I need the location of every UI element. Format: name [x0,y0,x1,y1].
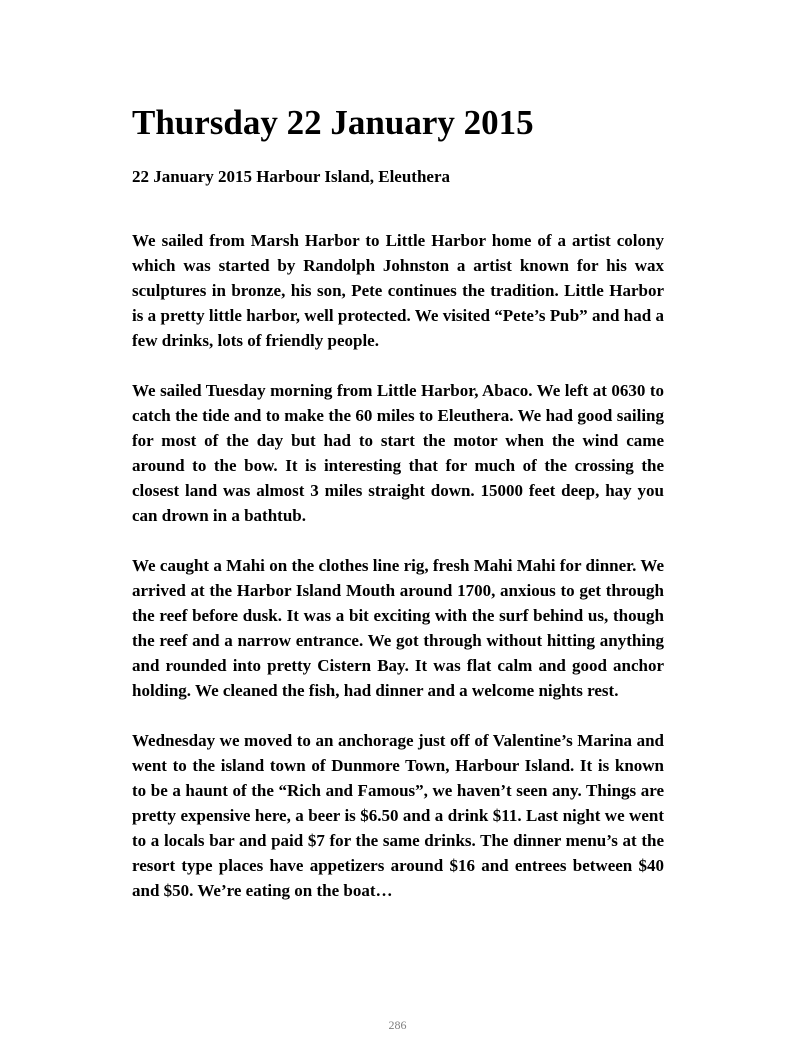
paragraph-4: Wednesday we moved to an anchorage just off of Valentine’s Marina and went to the island town of Dunmore Town, Harbour Island. It is known to be a haunt of the “Rich and Famous”, we haven’t seen any. Things are pretty expensive here, a beer is $6.50 and a drink $11. Last night we went to a locals bar and paid $7 for the same drinks. The dinner menu’s at the resort type places have appetizers around $16 and entrees between $40 and $50. We’re eating on the boat… [132,731,664,900]
page-title: Thursday 22 January 2015 [132,103,534,142]
page-number: 286 [388,1018,407,1032]
entry-subtitle: 22 January 2015 Harbour Island, Eleuthera [132,167,451,186]
paragraph-1: We sailed from Marsh Harbor to Little Harbor home of a artist colony which was started by Randolph Johnston a artist known for his wax sculptures in bronze, his son, Pete continues the tradition. Little Harbor is a pretty little harbor, well protected. We visited “Pete’s Pub” and had a few drinks, lots of friendly people. [132,231,664,350]
paragraph-3: We caught a Mahi on the clothes line rig, fresh Mahi Mahi for dinner. We arrived at the Harbor Island Mouth around 1700, anxious to get through the reef before dusk. It was a bit exciting with the surf behind us, though the reef and a narrow entrance. We got through without hitting anything and rounded into pretty Cistern Bay. It was flat calm and good anchor holding. We cleaned the fish, had dinner and a welcome nights rest. [132,556,664,700]
body-text [132,228,664,928]
paragraph-2: We sailed Tuesday morning from Little Harbor, Abaco. We left at 0630 to catch the tide and to make the 60 miles to Eleuthera. We had good sailing for most of the day but had to start the motor when the wind came around to the bow. It is interesting that for much of the crossing the closest land was almost 3 miles straight down. 15000 feet deep, hay you can drown in a bathtub. [132,381,664,525]
